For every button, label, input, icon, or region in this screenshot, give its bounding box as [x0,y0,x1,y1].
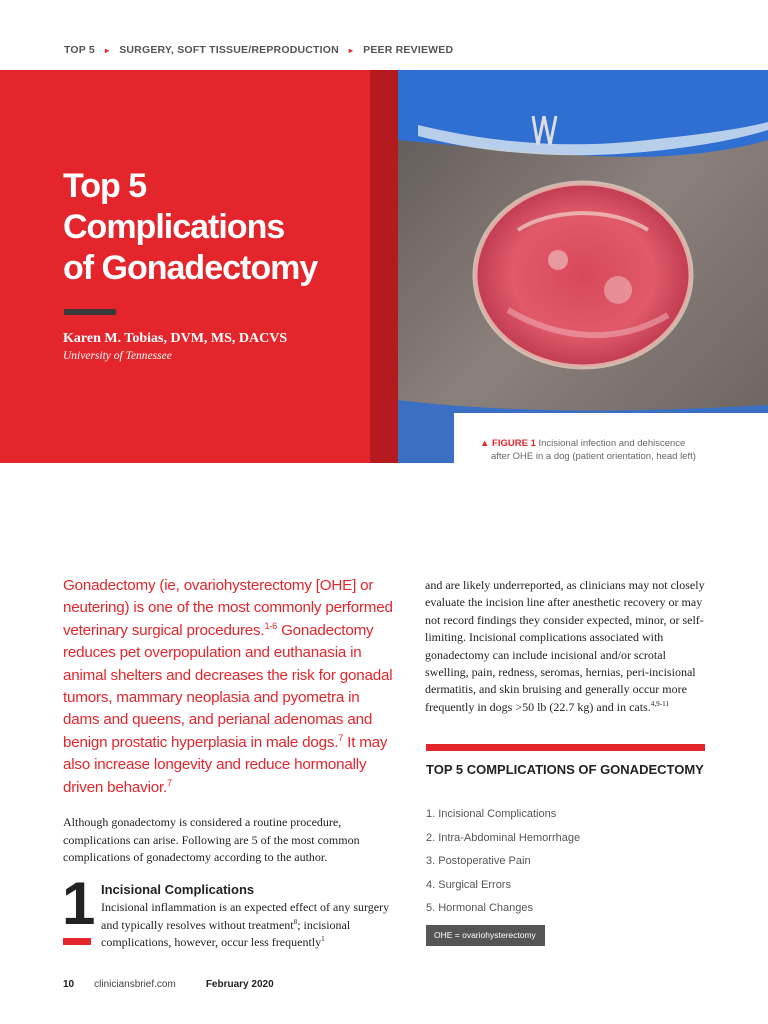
citation: 4,9-11 [650,699,670,708]
page-title [63,166,363,289]
top5-list [426,806,580,924]
top5-box-rule [426,744,705,751]
breadcrumb [64,44,453,56]
lead-text: Gonadectomy (ie, ovariohysterectomy [OHE] or neutering) is one of the most commonly performed veterinary surgical procedures. [63,577,393,639]
section-title: Incisional Complications [101,882,255,897]
title-line: of Gonadectomy [63,249,318,287]
triangle-up-icon: ▲ [480,438,490,449]
hero-accent-stripe [370,70,398,463]
chevron-right-icon: ▸ [104,45,110,55]
title-line: Top 5 [63,167,147,205]
chevron-right-icon: ▸ [348,45,354,55]
section-text-a: Incisional inflammation is an expected effect of any surgery and typically resolves without treatment [101,900,390,932]
site-link[interactable]: cliniciansbrief.com [94,979,176,990]
citation: 7 [167,777,172,788]
breadcrumb-item-top5[interactable]: TOP 5 [64,44,95,56]
title-line: Complications [63,208,285,246]
body-text: and are likely underreported, as clinicians may not closely evaluate the incision line after anesthetic recovery or may not record findings they consider expected, minor, or self-limiting. Incisional complications associated with gonadectomy can include incisional and/or scrotal swelling, pain, redness, seromas, hernias, peri-incisional dermatitis, and skin bruising and generally occur more frequently in dogs >50 lb (22.7 kg) and in cats. [425,578,705,714]
list-item[interactable]: 1. Incisional Complications [426,808,557,820]
figure-label: FIGURE 1 [492,438,536,449]
figure-caption [480,437,750,463]
caption-text: Incisional infection and dehiscence [538,438,686,449]
lead-text: Gonadectomy reduces pet overpopulation and euthanasia in animal shelters and decreases the risk for gonadal tumors, mammary neoplasia and pyometra in dams and queens, and perianal adenomas and benign prostatic hyperplasia in male dogs. [63,621,393,751]
citation: 7 [338,732,344,743]
title-divider [64,309,116,315]
section-text-b: ; incisional complications, however, occur less frequently [101,917,351,949]
top5-box-title: TOP 5 COMPLICATIONS OF GONADECTOMY [426,762,704,777]
citation: 1-6 [264,620,278,631]
intro-paragraph: Although gonadectomy is considered a routine procedure, complications can arise. Following are 5 of the most common complications of gonadectomy according to the author. [63,815,360,864]
list-item[interactable]: 3. Postoperative Pain [426,855,531,868]
abbreviation-tag: OHE = ovariohysterectomy [426,925,545,946]
list-item[interactable]: 5. Hormonal Changes [426,902,534,915]
citation: 8 [293,917,298,926]
body-paragraph [425,577,707,716]
section-text [101,899,393,952]
list-item[interactable]: 4. Surgical Errors [426,878,511,891]
page-footer [63,979,274,990]
figure-1-photo[interactable] [398,70,768,463]
citation: 1 [321,935,325,943]
author-affiliation: University of Tennessee [63,350,172,362]
page-number: 10 [63,979,75,990]
section-number: 1 [62,870,94,937]
caption-text: after OHE in a dog (patient orientation, head left) [491,451,696,462]
breadcrumb-item-category[interactable]: SURGERY, SOFT TISSUE/REPRODUCTION [119,44,339,56]
issue-date: February 2020 [205,979,274,990]
lead-text: It may also increase longevity and reduce hormonally driven behavior. [63,733,388,796]
breadcrumb-item-peer-reviewed[interactable]: PEER REVIEWED [363,44,454,56]
lead-paragraph [63,575,393,799]
list-item[interactable]: 2. Intra-Abdominal Hemorrhage [426,831,581,844]
section-number-rule [63,938,91,945]
author-name: Karen M. Tobias, DVM, MS, DACVS [63,331,288,346]
